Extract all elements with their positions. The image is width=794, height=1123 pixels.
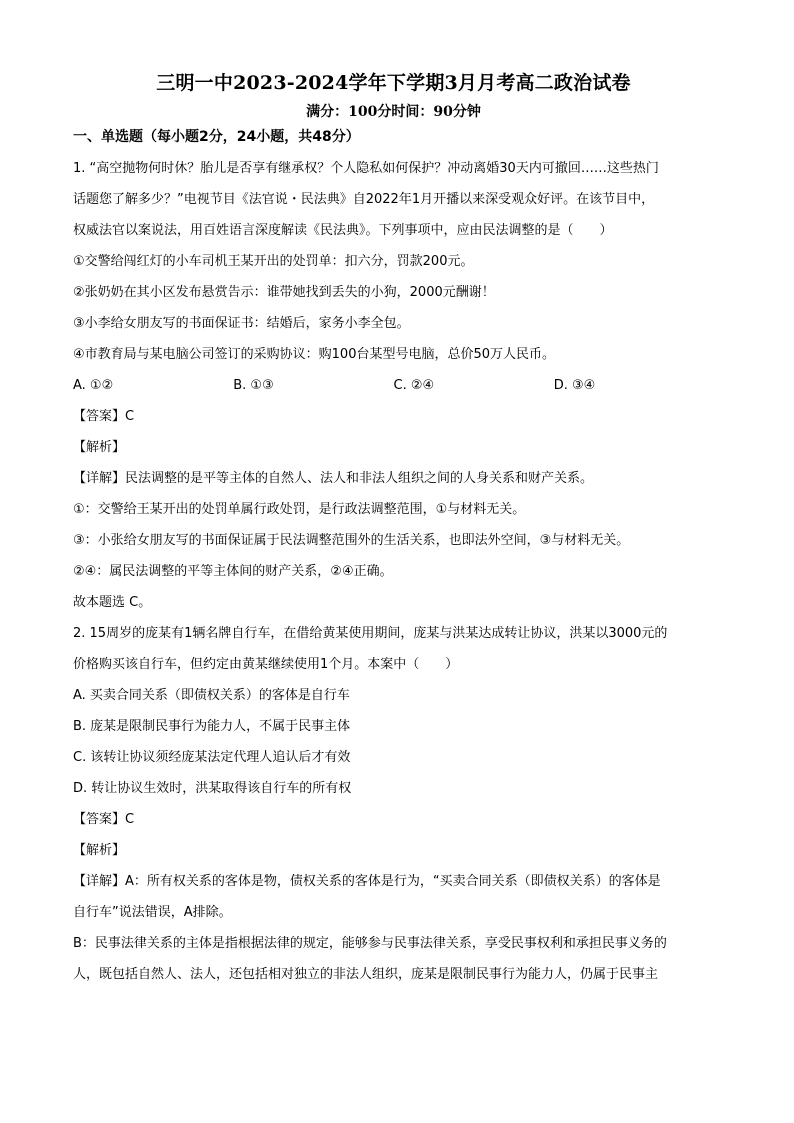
q1-option-b: B. ①③ <box>233 378 274 393</box>
q2-option-a: A. 买卖合同关系（即债权关系）的客体是自行车 <box>73 688 350 703</box>
q1-detail-4: ②④：属民法调整的平等主体间的财产关系，②④正确。 <box>73 564 393 579</box>
q1-detail-1: 【详解】民法调整的是平等主体的自然人、法人和非法人组织之间的人身关系和财产关系。 <box>73 471 594 486</box>
q2-option-b: B. 庞某是限制民事行为能力人，不属于民事主体 <box>73 719 351 734</box>
q2-stem-line-2: 价格购买该自行车，但约定由黄某继续使用1个月。本案中（ ） <box>73 657 459 672</box>
section-heading: 一、单选题（每小题2分，24小题，共48分） <box>73 129 360 145</box>
q1-stem-line-1: 1. “高空抛物何时休？胎儿是否享有继承权？个人隐私如何保护？冲动离婚30天内可撤回……这些热门 <box>73 161 659 176</box>
q1-stem-line-2: 话题您了解多少？”电视节目《法官说・民法典》自2022年1月开播以来深受观众好评。在该节目中， <box>73 192 655 207</box>
page-title: 三明一中2023-2024学年下学期3月月考高二政治试卷 <box>156 72 631 94</box>
q1-detail-3: ③：小张给女朋友写的书面保证属于民法调整范围外的生活关系，也即法外空间，③与材料无关。 <box>73 533 630 548</box>
q1-options <box>73 370 714 401</box>
q2-option-d: D. 转让协议生效时，洪某取得该自行车的所有权 <box>73 781 352 796</box>
q2-detail-3: B：民事法律关系的主体是指根据法律的规定，能够参与民事法律关系，享受民事权利和承担民事义务的 <box>73 936 667 951</box>
q1-item-1: ①交警给闯红灯的小车司机王某开出的处罚单：扣六分，罚款200元。 <box>73 254 474 269</box>
q2-detail-1: 【详解】A：所有权关系的客体是物，债权关系的客体是行为，“买卖合同关系（即债权关系）的客体是 <box>73 874 661 889</box>
q1-item-2: ②张奶奶在其小区发布悬赏告示：谁带她找到丢失的小狗，2000元酬谢！ <box>73 285 495 300</box>
q1-conclusion: 故本题选 C。 <box>73 595 152 610</box>
q2-answer: 【答案】C <box>73 812 135 827</box>
exam-info: 满分：100分时间：90分钟 <box>306 104 481 120</box>
question-2 <box>73 618 714 990</box>
q2-detail-4: 人，既包括自然人、法人，还包括相对独立的非法人组织，庞某是限制民事行为能力人，仍属于民事主 <box>73 967 659 982</box>
q1-item-3: ③小李给女朋友写的书面保证书：结婚后，家务小李全包。 <box>73 316 410 331</box>
q1-stem-line-3: 权威法官以案说法，用百姓语言深度解读《民法典》。下列事项中，应由民法调整的是（ ） <box>73 223 613 238</box>
q1-answer: 【答案】C <box>73 409 135 424</box>
q2-detail-2: 自行车”说法错误，A排除。 <box>73 905 232 920</box>
q1-option-c: C. ②④ <box>393 378 435 393</box>
q2-stem-line-1: 2. 15周岁的庞某有1辆名牌自行车，在借给黄某使用期间，庞某与洪某达成转让协议，洪某以3000元的 <box>73 626 668 641</box>
q2-analysis-label: 【解析】 <box>73 843 126 858</box>
q1-detail-2: ①：交警给王某开出的处罚单属行政处罚，是行政法调整范围，①与材料无关。 <box>73 502 526 517</box>
q1-item-4: ④市教育局与某电脑公司签订的采购协议：购100台某型号电脑，总价50万人民币。 <box>73 347 556 362</box>
q2-option-c: C. 该转让协议须经庞某法定代理人追认后才有效 <box>73 750 351 765</box>
q1-option-d: D. ③④ <box>553 378 596 393</box>
question-1 <box>73 153 714 618</box>
q1-option-a: A. ①② <box>73 378 114 393</box>
q1-analysis-label: 【解析】 <box>73 440 126 455</box>
